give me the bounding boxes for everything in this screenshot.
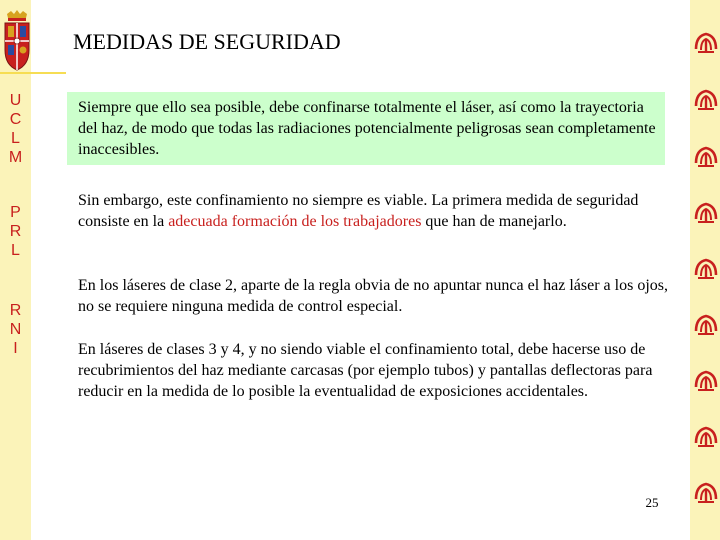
side-letter: C xyxy=(9,111,22,128)
page-number: 25 xyxy=(645,495,659,510)
side-letter: U xyxy=(9,92,22,109)
header-rule xyxy=(0,72,66,74)
side-letter: R xyxy=(9,223,22,240)
side-letter: N xyxy=(9,321,22,338)
university-crest-icon xyxy=(2,10,32,72)
paragraph-confinement: Siempre que ello sea posible, debe confinarse totalmente el láser, así como la trayectoria del haz, de modo que todas las radiaciones potencialmente peligrosas sean completamente inaccesibles. xyxy=(78,99,656,158)
paragraph-class-3-4: En láseres de clases 3 y 4, y no siendo viable el confinamiento total, debe hacerse uso de recubrimientos del haz mediante carcasas (por ejemplo tubos) y pantallas deflectoras para reducir en la medida de lo posible la eventualidad de exposiciones accidentales. xyxy=(78,341,653,400)
paragraph-class-2: En los láseres de clase 2, aparte de la regla obvia de no apuntar nunca el haz láser a los ojos, no se requiere ninguna medida de control especial. xyxy=(78,277,668,315)
emphasis-text: adecuada formación de los trabajadores xyxy=(168,213,422,230)
side-letter: L xyxy=(11,130,20,147)
ornament-flourish-icon xyxy=(693,312,719,338)
ornament-flourish-icon xyxy=(693,424,719,450)
ornament-flourish-icon xyxy=(693,200,719,226)
side-letter: P xyxy=(10,204,21,221)
left-side-band xyxy=(0,0,31,540)
ornament-flourish-icon xyxy=(693,87,719,113)
side-letter: M xyxy=(8,149,23,166)
ornament-flourish-icon xyxy=(693,480,719,506)
ornament-flourish-icon xyxy=(693,144,719,170)
ornament-flourish-icon xyxy=(693,30,719,56)
paragraph-training xyxy=(78,190,678,232)
side-letter: I xyxy=(13,340,18,357)
paragraph-text: Sin embargo, este confinamiento no siempre es viable. La primera medida de seguridad consiste en la xyxy=(78,192,639,230)
side-letter: R xyxy=(9,302,22,319)
paragraph-text: que han de manejarlo. xyxy=(421,213,567,230)
page-title: MEDIDAS DE SEGURIDAD xyxy=(73,29,341,54)
ornament-flourish-icon xyxy=(693,368,719,394)
ornament-flourish-icon xyxy=(693,256,719,282)
side-letter: L xyxy=(11,242,20,259)
